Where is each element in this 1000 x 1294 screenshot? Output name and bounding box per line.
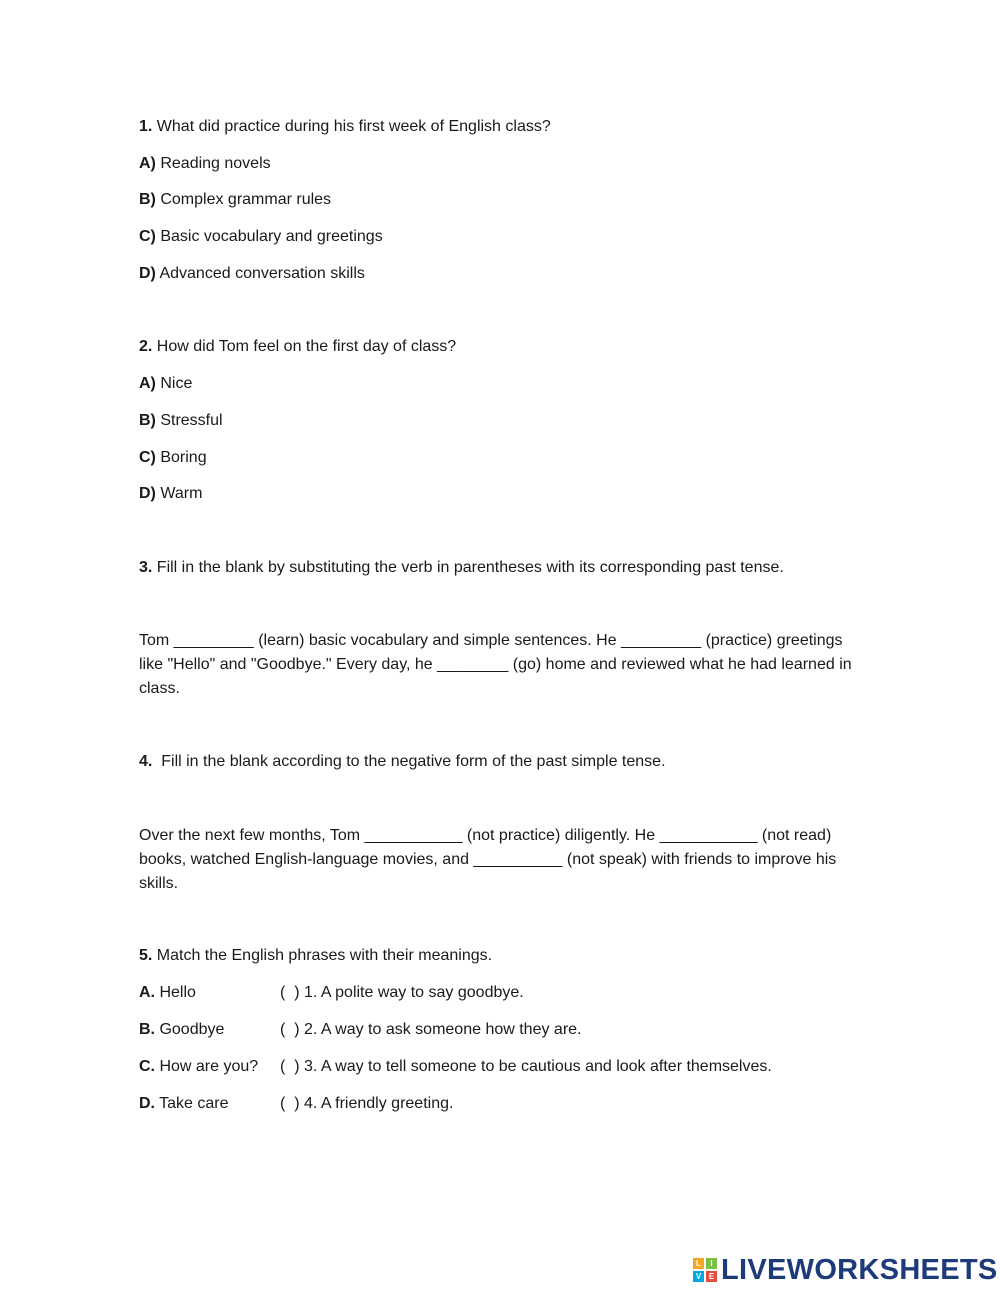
answer-option[interactable] [139, 448, 207, 468]
match-answer-slot[interactable]: ( ) [280, 1095, 300, 1112]
question-4 [139, 752, 666, 772]
match-meaning: 4. A friendly greeting. [304, 1095, 454, 1112]
question-text: How did Tom feel on the first day of class? [152, 338, 457, 355]
option-text: Warm [155, 485, 203, 502]
logo-square: I [706, 1258, 717, 1269]
match-meaning: 3. A way to tell someone to be cautious and look after themselves. [304, 1058, 772, 1075]
term-text: Hello [155, 984, 196, 1001]
option-label: B) [139, 412, 156, 429]
term-text: How are you? [155, 1058, 259, 1075]
match-meaning: 2. A way to ask someone how they are. [304, 1021, 582, 1038]
match-meaning: 1. A polite way to say goodbye. [304, 984, 524, 1001]
term-label: A. [139, 984, 155, 1001]
match-row [139, 1020, 582, 1040]
match-row [139, 1057, 772, 1077]
fill-blank-passage[interactable]: Tom _________ (learn) basic vocabulary and simple sentences. He _________ (practice) greetings like "Hello" and "Goodbye." Every day, he ________ (go) home and reviewed what he had learned in class. [139, 632, 852, 697]
term-text: Take care [155, 1095, 229, 1112]
question-text: Fill in the blank by substituting the verb in parentheses with its corresponding past tense. [152, 559, 784, 576]
match-row [139, 983, 524, 1003]
logo-square: E [706, 1271, 717, 1282]
term-label: B. [139, 1021, 155, 1038]
option-label: D) [139, 265, 156, 282]
option-label: C) [139, 228, 156, 245]
question-number: 2. [139, 338, 153, 355]
match-term [139, 983, 280, 1003]
option-text: Reading novels [155, 155, 271, 172]
question-number: 1. [139, 118, 153, 135]
liveworksheets-logo [693, 1253, 998, 1286]
question-number: 3. [139, 559, 153, 576]
option-text: Stressful [155, 412, 223, 429]
question-text: Fill in the blank according to the negative form of the past simple tense. [152, 753, 666, 770]
question-5 [139, 946, 492, 966]
option-label: B) [139, 191, 156, 208]
match-term [139, 1057, 280, 1077]
question-number: 4. [139, 753, 153, 770]
match-term [139, 1094, 280, 1114]
answer-option[interactable] [139, 411, 223, 431]
option-text: Complex grammar rules [155, 191, 332, 208]
question-text: Match the English phrases with their meanings. [152, 947, 493, 964]
term-label: C. [139, 1058, 155, 1075]
match-answer-slot[interactable]: ( ) [280, 1058, 300, 1075]
fill-blank-passage[interactable]: Over the next few months, Tom ___________ (not practice) diligently. He ___________ (not read) books, watched English-language movies, and __________ (not speak) with friends to improve his skills. [139, 827, 837, 892]
match-answer-slot[interactable]: ( ) [280, 1021, 300, 1038]
question-3 [139, 558, 784, 578]
question-2 [139, 337, 456, 357]
match-row [139, 1094, 453, 1114]
logo-squares-icon [693, 1258, 717, 1282]
term-label: D. [139, 1095, 155, 1112]
logo-square: V [693, 1271, 704, 1282]
option-text: Nice [155, 375, 193, 392]
question-1 [139, 117, 551, 137]
logo-text: LIVEWORKSHEETS [721, 1253, 998, 1286]
option-label: D) [139, 485, 156, 502]
match-answer-slot[interactable]: ( ) [280, 984, 300, 1001]
question-text: What did practice during his first week of English class? [152, 118, 551, 135]
answer-option[interactable] [139, 374, 192, 394]
option-label: A) [139, 155, 156, 172]
option-text: Basic vocabulary and greetings [155, 228, 383, 245]
option-text: Advanced conversation skills [155, 265, 365, 282]
answer-option[interactable] [139, 227, 383, 247]
term-text: Goodbye [155, 1021, 225, 1038]
question-number: 5. [139, 947, 153, 964]
answer-option[interactable] [139, 264, 365, 284]
option-label: C) [139, 449, 156, 466]
answer-option[interactable] [139, 154, 271, 174]
answer-option[interactable] [139, 484, 202, 504]
answer-option[interactable] [139, 190, 331, 210]
option-label: A) [139, 375, 156, 392]
option-text: Boring [155, 449, 207, 466]
match-term [139, 1020, 280, 1040]
logo-square: L [693, 1258, 704, 1269]
